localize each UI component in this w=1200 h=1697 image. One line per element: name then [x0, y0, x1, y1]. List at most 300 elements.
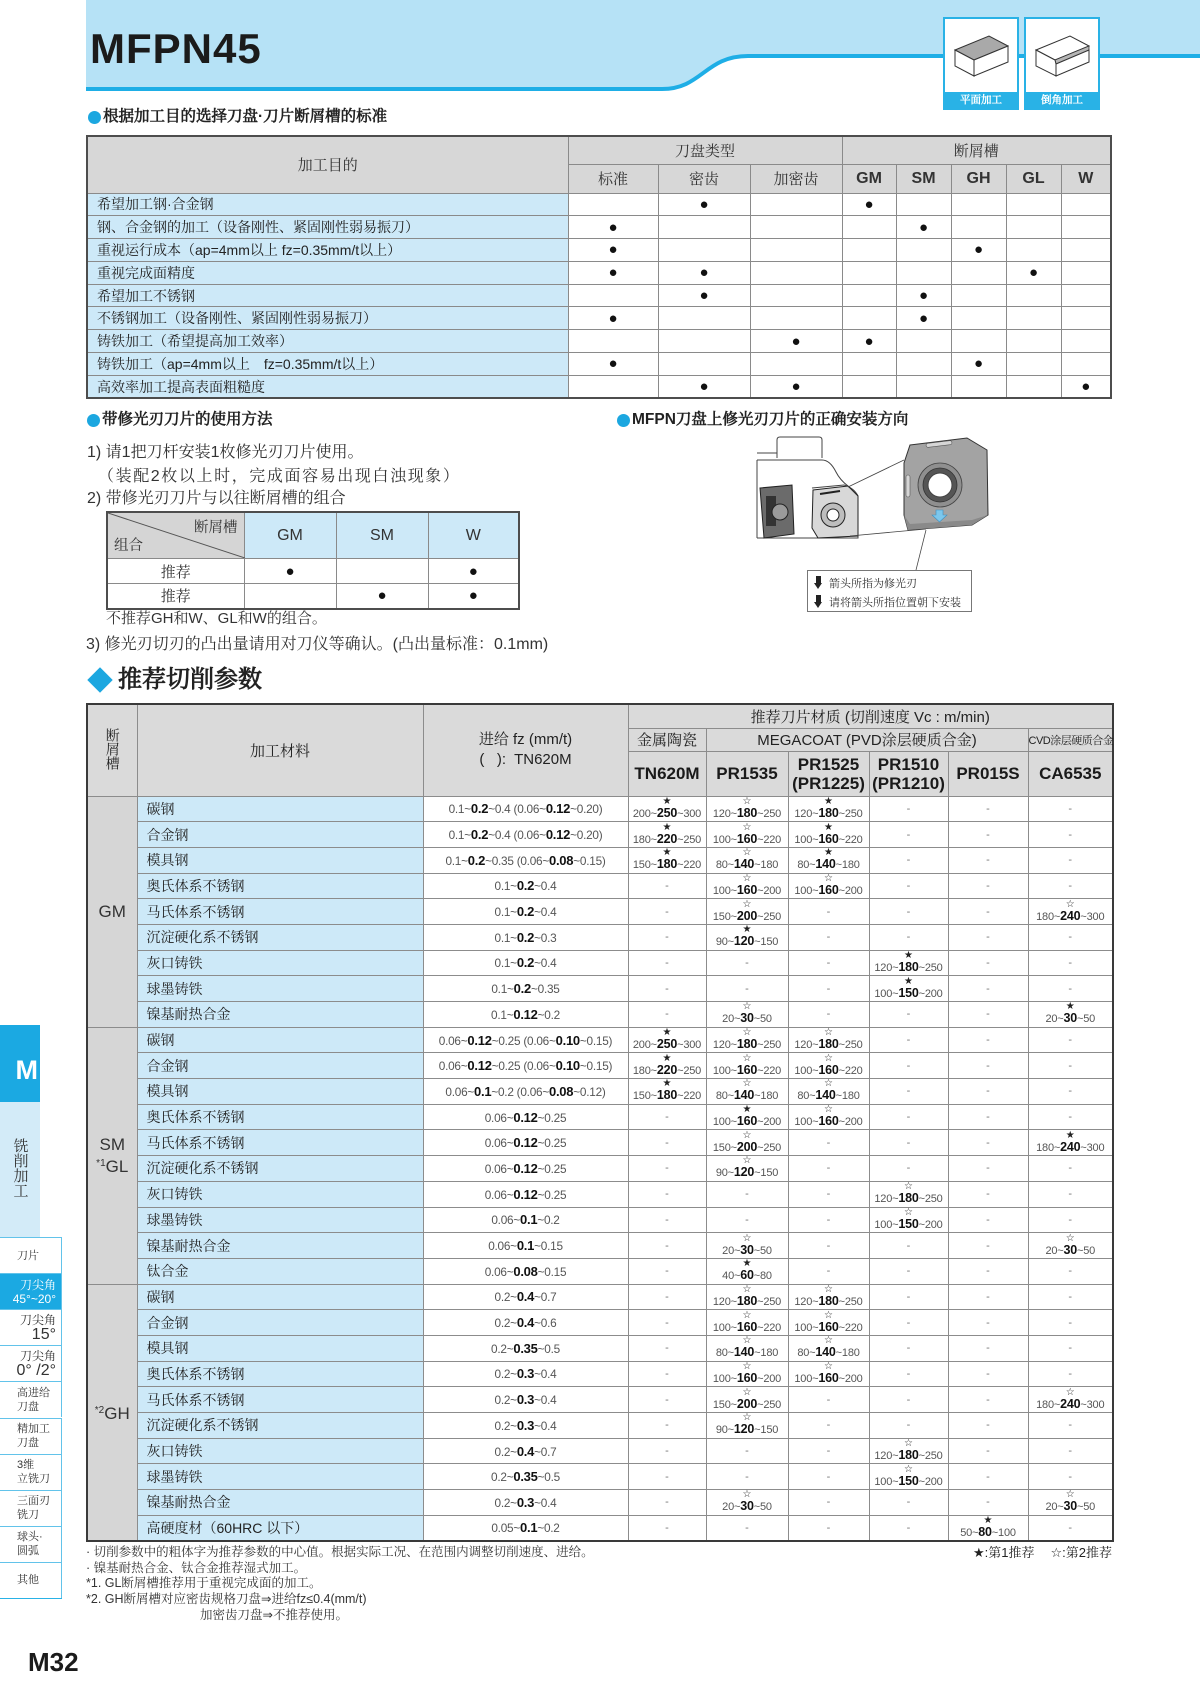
speed-value: 240 [1060, 1139, 1081, 1154]
speed-value: 180 [656, 1088, 678, 1103]
sidebar-tab[interactable] [0, 1454, 62, 1490]
feed-cell [423, 1156, 628, 1182]
speed-value: 20~ [722, 1501, 741, 1514]
mark-cell [842, 375, 896, 398]
speed-cell [948, 1310, 1028, 1336]
chipbreaker-cell [87, 1027, 137, 1284]
purpose-cell: 重视完成面精度 [87, 261, 568, 284]
speed-range [707, 1166, 788, 1180]
material-cell: 马氏体系不锈钢 [137, 1387, 423, 1413]
sidebar-tab[interactable] [0, 1490, 62, 1526]
sidebar-tab[interactable] [0, 1418, 62, 1454]
speed-cell [628, 1027, 706, 1053]
not-applicable: - [1068, 1085, 1073, 1098]
speed-value: 100~ [874, 987, 899, 1000]
not-applicable: - [906, 854, 911, 867]
mark-cell [1006, 307, 1061, 330]
speed-value: 180 [818, 805, 839, 820]
not-recommended-note: 不推荐GH和W、GL和W的组合。 [106, 610, 327, 627]
chapter-tab-m[interactable] [0, 1025, 40, 1102]
feed-value: ~0.15 [534, 1239, 563, 1254]
not-applicable: - [826, 1008, 831, 1021]
feed-cell [423, 899, 628, 925]
sidebar-tab-label: 高进给 [17, 1386, 50, 1399]
first-choice-star-icon: ★ [1065, 1001, 1075, 1013]
sidebar-tab-label: 0° /2° [16, 1361, 56, 1379]
speed-cell [869, 976, 948, 1002]
mark-cell [750, 193, 842, 216]
chipbreaker-label [88, 1401, 137, 1423]
bullet-icon [87, 414, 100, 427]
recommended-dot-icon: ● [699, 195, 709, 213]
speed-cell [869, 1053, 948, 1079]
mark-cell [750, 216, 842, 239]
speed-value: 100~ [794, 1064, 819, 1077]
second-choice-star-icon: ☆ [742, 795, 752, 807]
feed-cell [423, 1258, 628, 1284]
speed-cell [788, 1464, 869, 1490]
not-applicable: - [826, 1521, 831, 1534]
speed-value: ~150 [754, 1167, 779, 1180]
feed-value: 0.1~ [494, 879, 517, 894]
not-applicable: - [906, 1367, 911, 1380]
not-applicable: - [986, 1419, 990, 1432]
not-applicable: - [906, 1111, 911, 1124]
speed-value: 30 [1063, 1499, 1078, 1514]
cutting-row [87, 1387, 1113, 1413]
speed-value: 160 [818, 1319, 839, 1334]
not-applicable: - [986, 1188, 990, 1201]
sidebar-tab[interactable] [0, 1309, 62, 1345]
speed-range [707, 1244, 788, 1258]
speed-cell [948, 1181, 1028, 1207]
feed-value: 0.2 [516, 929, 535, 945]
feed-value: 0.06~ [484, 1161, 514, 1176]
not-applicable: - [665, 956, 669, 969]
speed-value: ~300 [1080, 910, 1105, 923]
speed-value: 140 [733, 857, 755, 872]
speed-value: 100~ [874, 1218, 899, 1231]
feed-cell [423, 924, 628, 950]
speed-range [789, 833, 869, 847]
not-applicable: - [906, 1496, 911, 1509]
second-choice-star-icon: ☆ [742, 872, 752, 884]
sidebar-tab[interactable] [0, 1562, 62, 1598]
cutting-row [87, 1156, 1113, 1182]
speed-cell [1028, 1156, 1113, 1182]
cutting-row [87, 1490, 1113, 1516]
feed-value: 0.12 [467, 1032, 492, 1048]
speed-cell [948, 1156, 1028, 1182]
not-applicable: - [906, 1342, 911, 1355]
speed-cell [628, 1181, 706, 1207]
not-applicable: - [986, 1290, 990, 1303]
speed-range [629, 807, 706, 821]
not-applicable: - [986, 1059, 990, 1072]
speed-value: ~300 [1080, 1398, 1105, 1411]
mark-cell [1061, 284, 1111, 307]
footnote: · 切削参数中的粗体字为推荐参数的中心值。根据实际工况、在范围内调整切削速度、进给。 [86, 1545, 594, 1559]
feed-value: 0.2~ [494, 1444, 517, 1459]
mark-cell [951, 193, 1006, 216]
second-choice-star-icon: ☆ [904, 1181, 913, 1193]
speed-cell [788, 1181, 869, 1207]
feed-value: 0.2~ [491, 1341, 514, 1356]
speed-cell [628, 1387, 706, 1413]
feed-value: ~0.4 [534, 1367, 557, 1382]
speed-range [789, 1321, 869, 1335]
speed-range [1029, 1500, 1113, 1514]
first-choice-star-icon: ★ [904, 949, 913, 961]
grade-header [706, 751, 788, 796]
speed-cell [948, 1233, 1028, 1259]
not-applicable: - [986, 802, 990, 815]
speed-value: 240 [1060, 1396, 1081, 1411]
not-applicable: - [1068, 828, 1073, 841]
material-cell: 钛合金 [137, 1258, 423, 1284]
mark-cell [896, 375, 951, 398]
speed-cell [948, 873, 1028, 899]
not-applicable: - [665, 1136, 669, 1149]
speed-range [707, 910, 788, 924]
chipbreaker-column-header [87, 704, 137, 796]
chapter-title-text: 铣削加工 [11, 1138, 29, 1198]
chipbreaker-name: GH [104, 1404, 130, 1424]
not-applicable: - [826, 1470, 831, 1483]
feed-value: ~0.6 [534, 1316, 557, 1331]
badge-label: 平面加工 [945, 92, 1017, 108]
not-applicable: - [665, 1290, 669, 1303]
wiper-col-sm: SM [336, 512, 428, 559]
badge-chamfer-milling [1024, 17, 1100, 110]
speed-range [707, 1295, 788, 1309]
not-applicable: - [1068, 1265, 1073, 1278]
speed-value: 180~ [1036, 1141, 1061, 1154]
speed-cell [869, 1207, 948, 1233]
mark-cell [568, 353, 658, 376]
speed-value: 80~ [797, 859, 816, 872]
speed-value: ~200 [918, 987, 943, 1000]
speed-value: ~250 [838, 1295, 863, 1308]
not-applicable: - [826, 1496, 831, 1509]
mounting-heading-text: MFPN刀盘上修光刃刀片的正确安装方向 [632, 411, 909, 428]
speed-cell [948, 1258, 1028, 1284]
not-applicable: - [906, 1265, 911, 1278]
speed-cell [706, 1490, 788, 1516]
not-applicable: - [986, 1316, 990, 1329]
not-applicable: - [665, 1213, 669, 1226]
feed-cell [423, 1515, 628, 1541]
speed-value: ~220 [757, 1064, 782, 1077]
speed-value: 160 [818, 1062, 839, 1077]
face-milling-icon [946, 20, 1016, 80]
cutting-row [87, 1233, 1113, 1259]
speed-value: 200 [736, 1139, 758, 1154]
speed-range [707, 1500, 788, 1514]
speed-cell [948, 1438, 1028, 1464]
feed-value: ~0.5 [537, 1470, 560, 1485]
feed-cell [423, 1207, 628, 1233]
speed-cell [1028, 1233, 1113, 1259]
wiper-col-gm: GM [244, 512, 336, 559]
speed-value: 240 [1060, 908, 1081, 923]
feed-value: ~0.15) [573, 853, 606, 868]
speed-cell [1028, 1079, 1113, 1105]
speed-cell [628, 1053, 706, 1079]
mark-cell [1006, 330, 1061, 353]
feed-value: ~0.2 [537, 1213, 560, 1228]
recommended-dot-icon: ● [608, 309, 618, 327]
speed-cell [706, 1104, 788, 1130]
feed-value: ~0.20) [570, 802, 603, 817]
speed-range [870, 1449, 948, 1463]
not-applicable: - [826, 956, 831, 969]
sidebar-tab[interactable] [0, 1526, 62, 1562]
not-applicable: - [665, 1265, 669, 1278]
feed-value: 0.2~ [494, 1290, 517, 1305]
speed-cell [628, 1515, 706, 1541]
not-applicable: - [906, 1239, 911, 1252]
speed-cell [628, 1413, 706, 1439]
speed-value: ~220 [838, 1064, 863, 1077]
sidebar-tab[interactable] [0, 1345, 62, 1381]
not-applicable: - [1068, 1162, 1073, 1175]
feed-value: 0.2~ [494, 1495, 517, 1510]
speed-value: 120~ [712, 1295, 737, 1308]
bullet-icon [617, 414, 630, 427]
speed-cell [1028, 1207, 1113, 1233]
not-applicable: - [826, 1445, 831, 1458]
not-applicable: - [1068, 854, 1073, 867]
speed-cell [706, 950, 788, 976]
mark-cell [1061, 330, 1111, 353]
not-applicable: - [745, 956, 749, 969]
not-applicable: - [665, 1445, 669, 1458]
mark-cell [842, 353, 896, 376]
first-choice-star-icon: ★ [824, 821, 833, 833]
not-applicable: - [665, 982, 669, 995]
feed-value: ~0.2 [537, 1521, 560, 1536]
speed-value: 150~ [712, 910, 737, 923]
speed-cell [706, 847, 788, 873]
purpose-row [87, 193, 1111, 216]
recommended-dot-icon: ● [791, 378, 801, 396]
second-choice-star-icon: ☆ [742, 1489, 752, 1501]
speed-value: 20~ [1045, 1501, 1064, 1514]
selection-table [86, 135, 1112, 399]
speed-cell [706, 1027, 788, 1053]
not-applicable: - [906, 1034, 911, 1047]
speed-cell [788, 847, 869, 873]
speed-value: ~200 [918, 1218, 943, 1231]
speed-cell [706, 976, 788, 1002]
mark-cell [658, 330, 750, 353]
feed-value: 0.2 [513, 981, 531, 997]
recommended-dot-icon: ● [919, 309, 929, 327]
speed-cell [788, 1335, 869, 1361]
speed-cell [706, 1284, 788, 1310]
speed-cell [628, 976, 706, 1002]
speed-value: 80~ [715, 1090, 734, 1103]
not-applicable: - [1068, 1188, 1073, 1201]
sidebar-tab-label: 刀盘 [17, 1400, 39, 1413]
footnote-mark: *1 [96, 1158, 106, 1170]
not-applicable: - [1068, 1290, 1073, 1303]
second-choice-star-icon: ☆ [742, 898, 752, 910]
speed-value: ~50 [753, 1501, 772, 1514]
mark-cell [951, 307, 1006, 330]
speed-cell [948, 950, 1028, 976]
speed-value: ~200 [838, 884, 863, 897]
speed-value: 100~ [794, 884, 819, 897]
cutting-row [87, 1310, 1113, 1336]
speed-range [1029, 1244, 1113, 1258]
speed-cell [948, 847, 1028, 873]
speed-cell [1028, 1438, 1113, 1464]
speed-cell [869, 1258, 948, 1284]
chipbreaker-gl: GL [1006, 164, 1061, 193]
feed-value: 0.05~ [491, 1521, 520, 1536]
cutter-type-extra-fine-pitch: 加密齿 [750, 164, 842, 193]
mark-cell [750, 375, 842, 398]
cutting-row [87, 1335, 1113, 1361]
feed-value: 0.3 [516, 1494, 535, 1510]
purpose-header: 加工目的 [87, 136, 568, 193]
mark-cell [336, 559, 428, 584]
recommended-dot-icon: ● [608, 241, 618, 259]
speed-value: 220 [656, 1062, 678, 1077]
first-choice-star-icon: ★ [824, 847, 833, 859]
cutting-row [87, 1207, 1113, 1233]
speed-range [707, 1372, 788, 1386]
purpose-row [87, 353, 1111, 376]
feed-value: 0.35 [513, 1469, 538, 1485]
feed-cell [423, 1053, 628, 1079]
feed-value: 0.3 [516, 1417, 535, 1433]
not-applicable: - [986, 1111, 990, 1124]
speed-cell [706, 796, 788, 822]
speed-value: 20~ [1045, 1013, 1064, 1026]
second-choice-star-icon: ☆ [742, 1155, 752, 1167]
grade-header [788, 751, 869, 796]
not-applicable: - [1068, 879, 1073, 892]
second-choice-star-icon: ☆ [742, 1232, 752, 1244]
speed-value: ~200 [838, 1116, 863, 1129]
grade-name: CA6535 [1039, 764, 1102, 783]
corner-combination-label: 组合 [114, 538, 143, 554]
sidebar-tab[interactable] [0, 1273, 62, 1309]
speed-cell [869, 1310, 948, 1336]
feed-value: ~0.4 [534, 1418, 557, 1433]
speed-value: 30 [1063, 1242, 1078, 1257]
sidebar-tab[interactable] [0, 1237, 62, 1273]
not-applicable: - [665, 1188, 669, 1201]
speed-cell [1028, 924, 1113, 950]
mark-cell [896, 216, 951, 239]
mark-cell [896, 353, 951, 376]
speed-cell [948, 1207, 1028, 1233]
speed-cell [706, 1387, 788, 1413]
speed-value: 120 [733, 934, 755, 949]
not-applicable: - [665, 1316, 669, 1329]
speed-value: ~250 [757, 910, 782, 923]
purpose-cell: 铸铁加工（ap=4mm以上 fz=0.35mm/t以上） [87, 353, 568, 376]
speed-value: 120~ [794, 1039, 819, 1052]
speed-value: 180 [736, 805, 758, 820]
speed-cell [869, 1490, 948, 1516]
speed-value: ~200 [918, 1475, 943, 1488]
mark-cell [842, 307, 896, 330]
second-choice-star-icon: ☆ [904, 1206, 913, 1218]
speed-value: 180 [736, 1293, 758, 1308]
not-applicable: - [986, 854, 990, 867]
speed-cell [706, 924, 788, 950]
purpose-cell: 希望加工不锈钢 [87, 284, 568, 307]
speed-range [629, 1038, 706, 1052]
feed-value: 0.1~ [445, 853, 468, 868]
mark-cell [568, 284, 658, 307]
speed-cell [706, 873, 788, 899]
cutting-heading-text: 推荐切削参数 [118, 666, 262, 693]
speed-value: 80~ [715, 1347, 734, 1360]
not-applicable: - [986, 931, 990, 944]
speed-value: 120~ [794, 807, 819, 820]
sidebar-tab[interactable] [0, 1381, 62, 1417]
speed-cell [948, 1515, 1028, 1541]
feed-value: 0.06~ [484, 1110, 514, 1125]
speed-value: 160 [736, 1370, 758, 1385]
speed-value: 250 [656, 805, 678, 820]
speed-value: 100~ [794, 1372, 819, 1385]
material-cell: 灰口铸铁 [137, 1438, 423, 1464]
speed-cell [788, 1207, 869, 1233]
speed-value: 120 [733, 1165, 755, 1180]
grade-title-header: 推荐刀片材质 (切削速度 Vc : m/min) [628, 704, 1113, 728]
cutting-row [87, 1438, 1113, 1464]
mark-cell [951, 284, 1006, 307]
speed-range [789, 1346, 869, 1360]
not-applicable: - [826, 931, 831, 944]
mark-cell [658, 261, 750, 284]
speed-cell [788, 1002, 869, 1028]
mark-cell [1006, 216, 1061, 239]
material-cell: 灰口铸铁 [137, 950, 423, 976]
feed-cell [423, 873, 628, 899]
speed-cell [788, 1053, 869, 1079]
first-choice-star-icon: ★ [742, 1258, 752, 1270]
chipbreaker-gm: GM [842, 164, 896, 193]
speed-value: 90~ [715, 936, 734, 949]
speed-value: ~220 [757, 1321, 782, 1334]
not-applicable: - [906, 1521, 911, 1534]
recommended-dot-icon: ● [608, 355, 618, 373]
material-cell: 碳钢 [137, 1027, 423, 1053]
second-choice-star-icon: ☆ [742, 1386, 752, 1398]
feed-value: 0.1~ [491, 1007, 514, 1022]
speed-range [1029, 1141, 1113, 1155]
wiper-insert-closeup [904, 438, 988, 530]
purpose-cell: 高效率加工提高表面粗糙度 [87, 375, 568, 398]
second-choice-star-icon: ☆ [742, 1027, 752, 1039]
speed-cell [869, 1387, 948, 1413]
speed-value: 160 [818, 1370, 839, 1385]
speed-cell [706, 1130, 788, 1156]
speed-cell [706, 1156, 788, 1182]
feed-cell [423, 1310, 628, 1336]
speed-value: 100~ [712, 1372, 737, 1385]
speed-value: ~150 [754, 936, 779, 949]
material-cell: 镍基耐热合金 [137, 1233, 423, 1259]
